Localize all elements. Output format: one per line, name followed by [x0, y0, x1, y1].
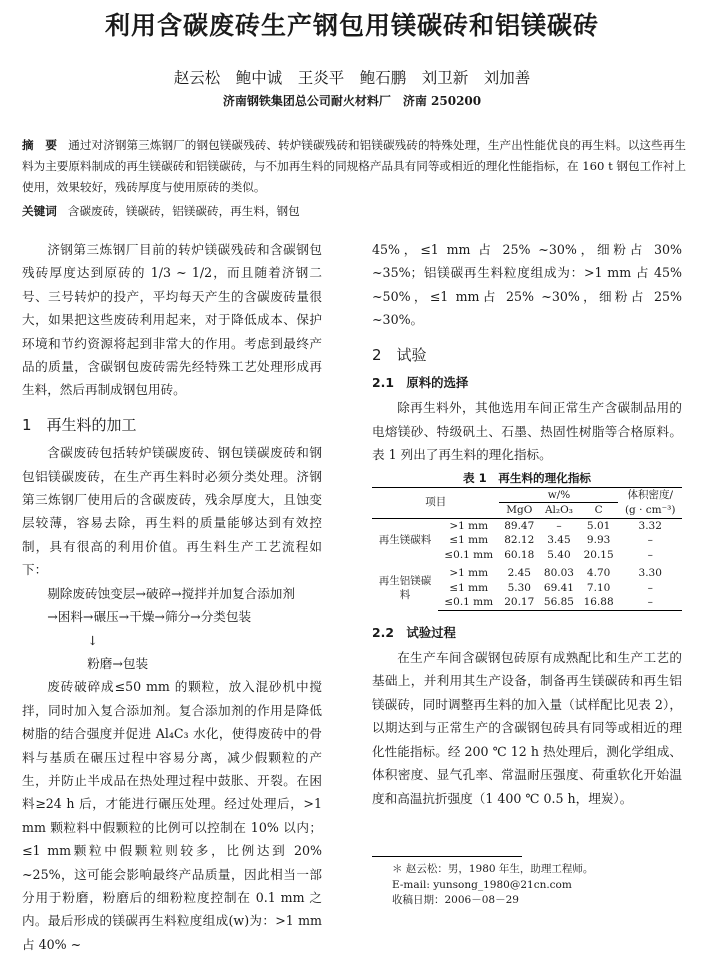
- keywords-label: 关键词: [22, 204, 57, 218]
- table-header-item: 项目: [372, 487, 499, 518]
- table-header-c: C: [579, 503, 619, 519]
- table-cell: 56.85: [539, 595, 579, 610]
- table-1: [372, 487, 682, 611]
- footnote-received-date: 收稿日期：2006－08－29: [392, 894, 519, 906]
- table-header-density-unit: (g · cm⁻³): [618, 503, 682, 519]
- table-cell: 9.93: [586, 534, 611, 547]
- section-1-paragraph-2: 废砖破碎成≤50 mm 的颗粒，放入混砂机中搅拌，同时加入复合添加剂。复合添加剂的作用是降低树脂的结合强度并促进 Al₄C₃ 水化，使得废砖中的骨料与基质在碾压过程中容易分离，减少假颗粒的产生，并防止半成品在热处理过程中鼓胀、开裂。在困料≥24 h 后，才能进行碾压处理。经过处理后，>1 mm 颗粒料中假颗粒的比例可以控制在 10% 以内；≤1 mm颗粒中假颗粒则较多，比例达到 20% ~25%，这可能会影响最终产品质量，因此相当一部分用于粉磨，粉磨后的细粉粒度控制在 0.1 mm 之内。最后形成的镁碳再生料粒度组成(w)为：>1 mm占 40% ~: [22, 679, 322, 952]
- table-cell: 89.47: [504, 519, 535, 532]
- section-1-paragraph: 含碳废砖包括转炉镁碳废砖、钢包镁碳废砖和钢包铝镁碳废砖，在生产再生料时必须分类处理。济钢第三炼钢厂使用后的含碳废砖，残余厚度大，且蚀变层较薄，容易去除，再生料的质量能够达到有效控制，具有很高的利用价值。再生料生产工艺流程如下：: [22, 445, 322, 578]
- process-flow-line-3: 粉磨→包装: [87, 655, 149, 671]
- affiliation: 济南钢铁集团总公司耐火材料厂 济南 250200: [222, 94, 482, 108]
- table-cell: ≤0.1 mm: [444, 548, 494, 561]
- table-cell: –: [647, 581, 653, 594]
- table-cell: 5.30: [507, 581, 531, 594]
- table-cell: ≤0.1 mm: [438, 595, 499, 610]
- section-2-1-heading: 2.1 原料的选择: [372, 375, 469, 391]
- left-column: [22, 238, 322, 956]
- right-column: [372, 238, 682, 810]
- table-cell: 3.45: [547, 534, 571, 547]
- footnote-divider: [372, 856, 522, 857]
- process-flow-arrow: ↓: [87, 632, 98, 648]
- table-header-al2o3: Al₂O₃: [539, 503, 579, 519]
- table-cell: –: [647, 548, 653, 561]
- table-cell: 4.70: [586, 567, 611, 580]
- section-2-heading: 2 试验: [372, 345, 427, 364]
- table-cell: 82.12: [504, 534, 535, 547]
- table-group-label: 再生铝镁碳料: [378, 574, 432, 602]
- abstract: [22, 135, 686, 198]
- footnote-author: ＊ 赵云松：男，1980 年生，助理工程师。: [392, 863, 594, 875]
- keywords: [22, 201, 686, 222]
- table-cell: ≤1 mm: [449, 581, 489, 594]
- footnote: [392, 862, 692, 909]
- table-cell: ≤1 mm: [449, 534, 489, 547]
- table-cell: 20.17: [499, 595, 539, 610]
- author-list: 赵云松 鲍中诚 王炎平 鲍石鹏 刘卫新 刘加善: [173, 69, 531, 87]
- table-1-title: 表 1 再生料的理化指标: [462, 470, 592, 485]
- table-cell: 60.18: [504, 548, 535, 561]
- table-cell: –: [556, 519, 562, 532]
- table-cell: 69.41: [543, 581, 574, 594]
- table-group-label: 再生镁碳料: [378, 534, 432, 547]
- table-cell: >1 mm: [449, 519, 489, 532]
- continued-paragraph: 45%，≤1 mm 占 25% ~30%，细粉占 30% ~35%；铝镁碳再生料粒度组成为：>1 mm 占 45% ~50%，≤1 mm占 25% ~30%，细粉占 25% ~30%。: [372, 242, 682, 328]
- process-flow-line-1: 剔除废砖蚀变层→破碎→搅拌并加复合添加剂: [47, 585, 295, 601]
- process-flow-line-2: →困料→碾压→干燥→筛分→分类包装: [47, 609, 252, 625]
- intro-paragraph: 济钢第三炼钢厂目前的转炉镁碳残砖和含碳钢包残砖厚度达到原砖的 1/3 ~ 1/2，而且随着济钢二号、三号转炉的投产，平均每天产生的含碳废砖量很大，如果把这些废砖利用起来，对于降低成本、保护环境和节约资源将起到非常大的作用。考虑到最终产品的质量，含碳钢包废砖需先经特殊工艺处理形成再生料，然后再制成钢包用砖。: [22, 242, 322, 398]
- table-cell: 5.40: [547, 548, 571, 561]
- table-cell: 7.10: [586, 581, 611, 594]
- table-cell: 3.32: [638, 519, 662, 532]
- table-cell: 3.30: [638, 567, 662, 580]
- table-cell: >1 mm: [449, 567, 489, 580]
- table-cell: –: [618, 595, 682, 610]
- section-2-2-paragraph: 在生产车间含碳钢包砖原有成熟配比和生产工艺的基础上，并利用其生产设备，制备再生镁碳砖和再生铝镁碳砖，同时调整再生料的加入量（试样配比见表 2），以期达到与正常生产的含碳钢包砖具有同等或相近的理化性能指标。经 200 ℃ 12 h 热处理后，测化学组成、体积密度、显气孔率、常温耐压强度、荷重软化开始温度和高温抗折强度（1 400 ℃ 0.5 h，埋炭）。: [372, 650, 682, 806]
- section-2-2-heading: 2.2 试验过程: [372, 624, 456, 640]
- table-cell: 2.45: [507, 567, 531, 580]
- section-2-1-paragraph: 除再生料外，其他选用车间正常生产含碳制品用的电熔镁砂、特级矾土、石墨、热固性树脂等合格原料。表 1 列出了再生料的理化指标。: [372, 400, 682, 463]
- table-header-density: 体积密度/: [618, 487, 682, 503]
- table-cell: 80.03: [543, 567, 574, 580]
- keywords-text: 含碳废砖，镁碳砖，铝镁碳砖，再生料，钢包: [67, 204, 300, 218]
- table-header-w: w/%: [499, 487, 618, 503]
- table-cell: 16.88: [579, 595, 619, 610]
- abstract-text: 通过对济钢第三炼钢厂的钢包镁碳残砖、转炉镁碳残砖和铝镁碳残砖的特殊处理，生产出性能优良的再生料。以这些再生料为主要原料制成的再生镁碳砖和铝镁碳砖，与不加再生料的同规格产品具有同等或相近的理化性能指标，在 160 t 钢包工作衬上使用，效果较好，残砖厚度与使用原砖的类似。: [22, 138, 686, 194]
- table-cell: –: [647, 534, 653, 547]
- section-1-heading: 1 再生料的加工: [22, 415, 137, 434]
- table-header-mgo: MgO: [499, 503, 539, 519]
- table-cell: 5.01: [586, 519, 611, 532]
- footnote-email: E-mail: yunsong_1980@21cn.com: [392, 878, 572, 891]
- paper-title: 利用含碳废砖生产钢包用镁碳砖和铝镁碳砖: [104, 11, 599, 40]
- table-cell: 20.15: [583, 548, 614, 561]
- abstract-label: 摘 要: [22, 138, 57, 152]
